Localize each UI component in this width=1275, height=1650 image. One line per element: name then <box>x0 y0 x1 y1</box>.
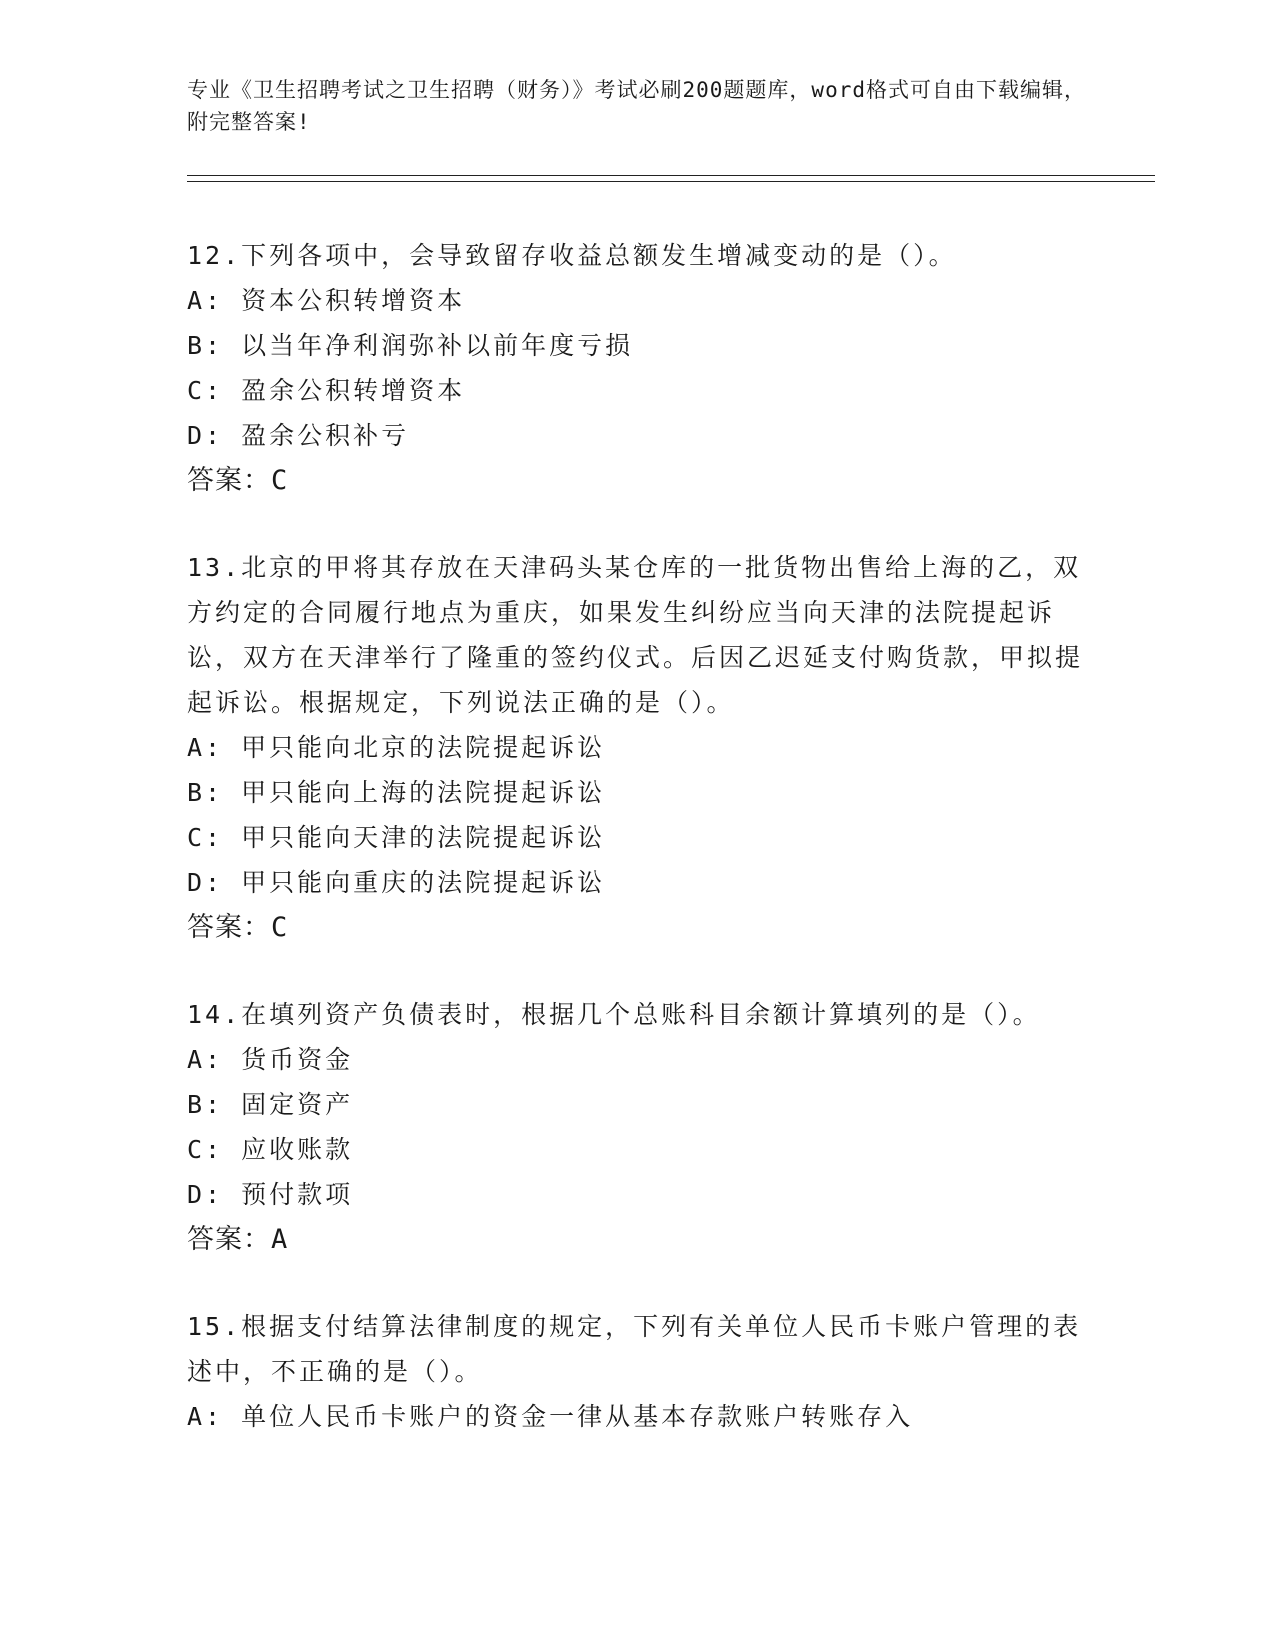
question-12 <box>187 233 1087 503</box>
option-a: A: 甲只能向北京的法院提起诉讼 <box>187 733 606 762</box>
option-b: B: 以当年净利润弥补以前年度亏损 <box>187 331 634 360</box>
question-14 <box>187 992 1087 1262</box>
answer: 答案：C <box>187 465 289 496</box>
question-stem: 15.根据支付结算法律制度的规定，下列有关单位人民币卡账户管理的表述中，不正确的是（）。 <box>187 1312 1082 1386</box>
question-stem: 13.北京的甲将其存放在天津码头某仓库的一批货物出售给上海的乙，双方约定的合同履行地点为重庆，如果发生纠纷应当向天津的法院提起诉讼，双方在天津举行了隆重的签约仪式。后因乙迟延支付购货款，甲拟提起诉讼。根据规定，下列说法正确的是（）。 <box>187 553 1084 717</box>
option-a: A: 资本公积转增资本 <box>187 286 466 315</box>
answer: 答案：A <box>187 1224 289 1255</box>
option-c: C: 盈余公积转增资本 <box>187 376 466 405</box>
option-d: D: 甲只能向重庆的法院提起诉讼 <box>187 868 606 897</box>
option-b: B: 固定资产 <box>187 1090 354 1119</box>
option-d: D: 预付款项 <box>187 1180 354 1209</box>
header-divider-top <box>187 175 1155 176</box>
question-13 <box>187 545 1087 950</box>
question-list <box>187 233 1087 1481</box>
option-b: B: 甲只能向上海的法院提起诉讼 <box>187 778 606 807</box>
question-stem: 12.下列各项中，会导致留存收益总额发生增减变动的是（）。 <box>187 241 957 270</box>
option-c: C: 甲只能向天津的法院提起诉讼 <box>187 823 606 852</box>
option-a: A: 货币资金 <box>187 1045 354 1074</box>
option-a: A: 单位人民币卡账户的资金一律从基本存款账户转账存入 <box>187 1402 914 1431</box>
header-divider-bottom <box>187 181 1155 182</box>
document-header: 专业《卫生招聘考试之卫生招聘（财务）》考试必刷200题题库，word格式可自由下载编辑，附完整答案! <box>187 78 1086 134</box>
option-c: C: 应收账款 <box>187 1135 354 1164</box>
option-d: D: 盈余公积补亏 <box>187 421 410 450</box>
answer: 答案：C <box>187 912 289 943</box>
question-15 <box>187 1304 1087 1439</box>
question-stem: 14.在填列资产负债表时，根据几个总账科目余额计算填列的是（）。 <box>187 1000 1041 1029</box>
